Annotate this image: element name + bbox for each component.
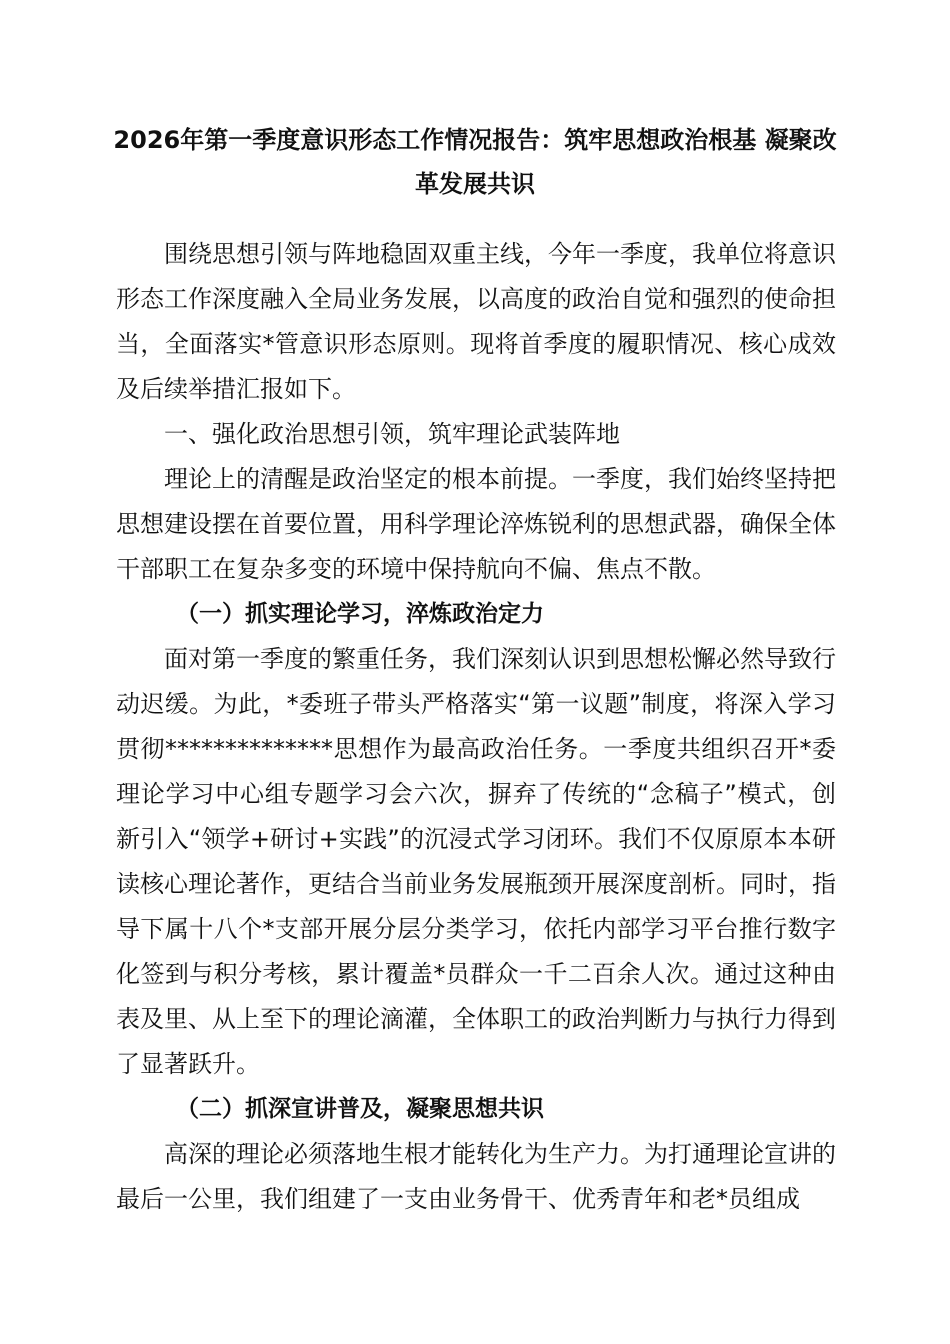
paragraph-subsection-1: 面对第一季度的繁重任务，我们深刻认识到思想松懈必然导致行动迟缓。为此，*委班子带头严格落实“第一议题”制度，将深入学习贯彻**************思想作为最高政治任务。一季度共组织召开*委理论学习中心组专题学习会六次，摒弃了传统的“念稿子”模式，创新引入“领学+研讨+实践”的沉浸式学习闭环。我们不仅原原本本研读核心理论著作，更结合当前业务发展瓶颈开展深度剖析。同时，指导下属十八个*支部开展分层分类学习，依托内部学习平台推行数字化签到与积分考核，累计覆盖*员群众一千二百余人次。通过这种由表及里、从上至下的理论滴灌，全体职工的政治判断力与执行力得到了显著跃升。 <box>116 645 836 1078</box>
paragraph-intro: 围绕思想引领与阵地稳固双重主线，今年一季度，我单位将意识形态工作深度融入全局业务发展，以高度的政治自觉和强烈的使命担当，全面落实*管意识形态原则。现将首季度的履职情况、核心成效及后续举措汇报如下。 <box>116 240 836 403</box>
document-title: 2026年第一季度意识形态工作情况报告：筑牢思想政治根基 凝聚改革发展共识 <box>113 126 837 198</box>
paragraph-subsection-2: 高深的理论必须落地生根才能转化为生产力。为打通理论宣讲的最后一公里，我们组建了一支由业务骨干、优秀青年和老*员组成 <box>116 1140 836 1213</box>
subheading-2: （二）抓深宣讲普及，凝聚思想共识 <box>176 1096 544 1122</box>
document-body <box>116 232 836 1222</box>
subheading-1: （一）抓实理论学习，淬炼政治定力 <box>176 601 544 627</box>
section-heading-1: 一、强化政治思想引领，筑牢理论武装阵地 <box>164 420 620 448</box>
paragraph-section-1: 理论上的清醒是政治坚定的根本前提。一季度，我们始终坚持把思想建设摆在首要位置，用科学理论淬炼锐利的思想武器，确保全体干部职工在复杂多变的环境中保持航向不偏、焦点不散。 <box>116 465 836 583</box>
